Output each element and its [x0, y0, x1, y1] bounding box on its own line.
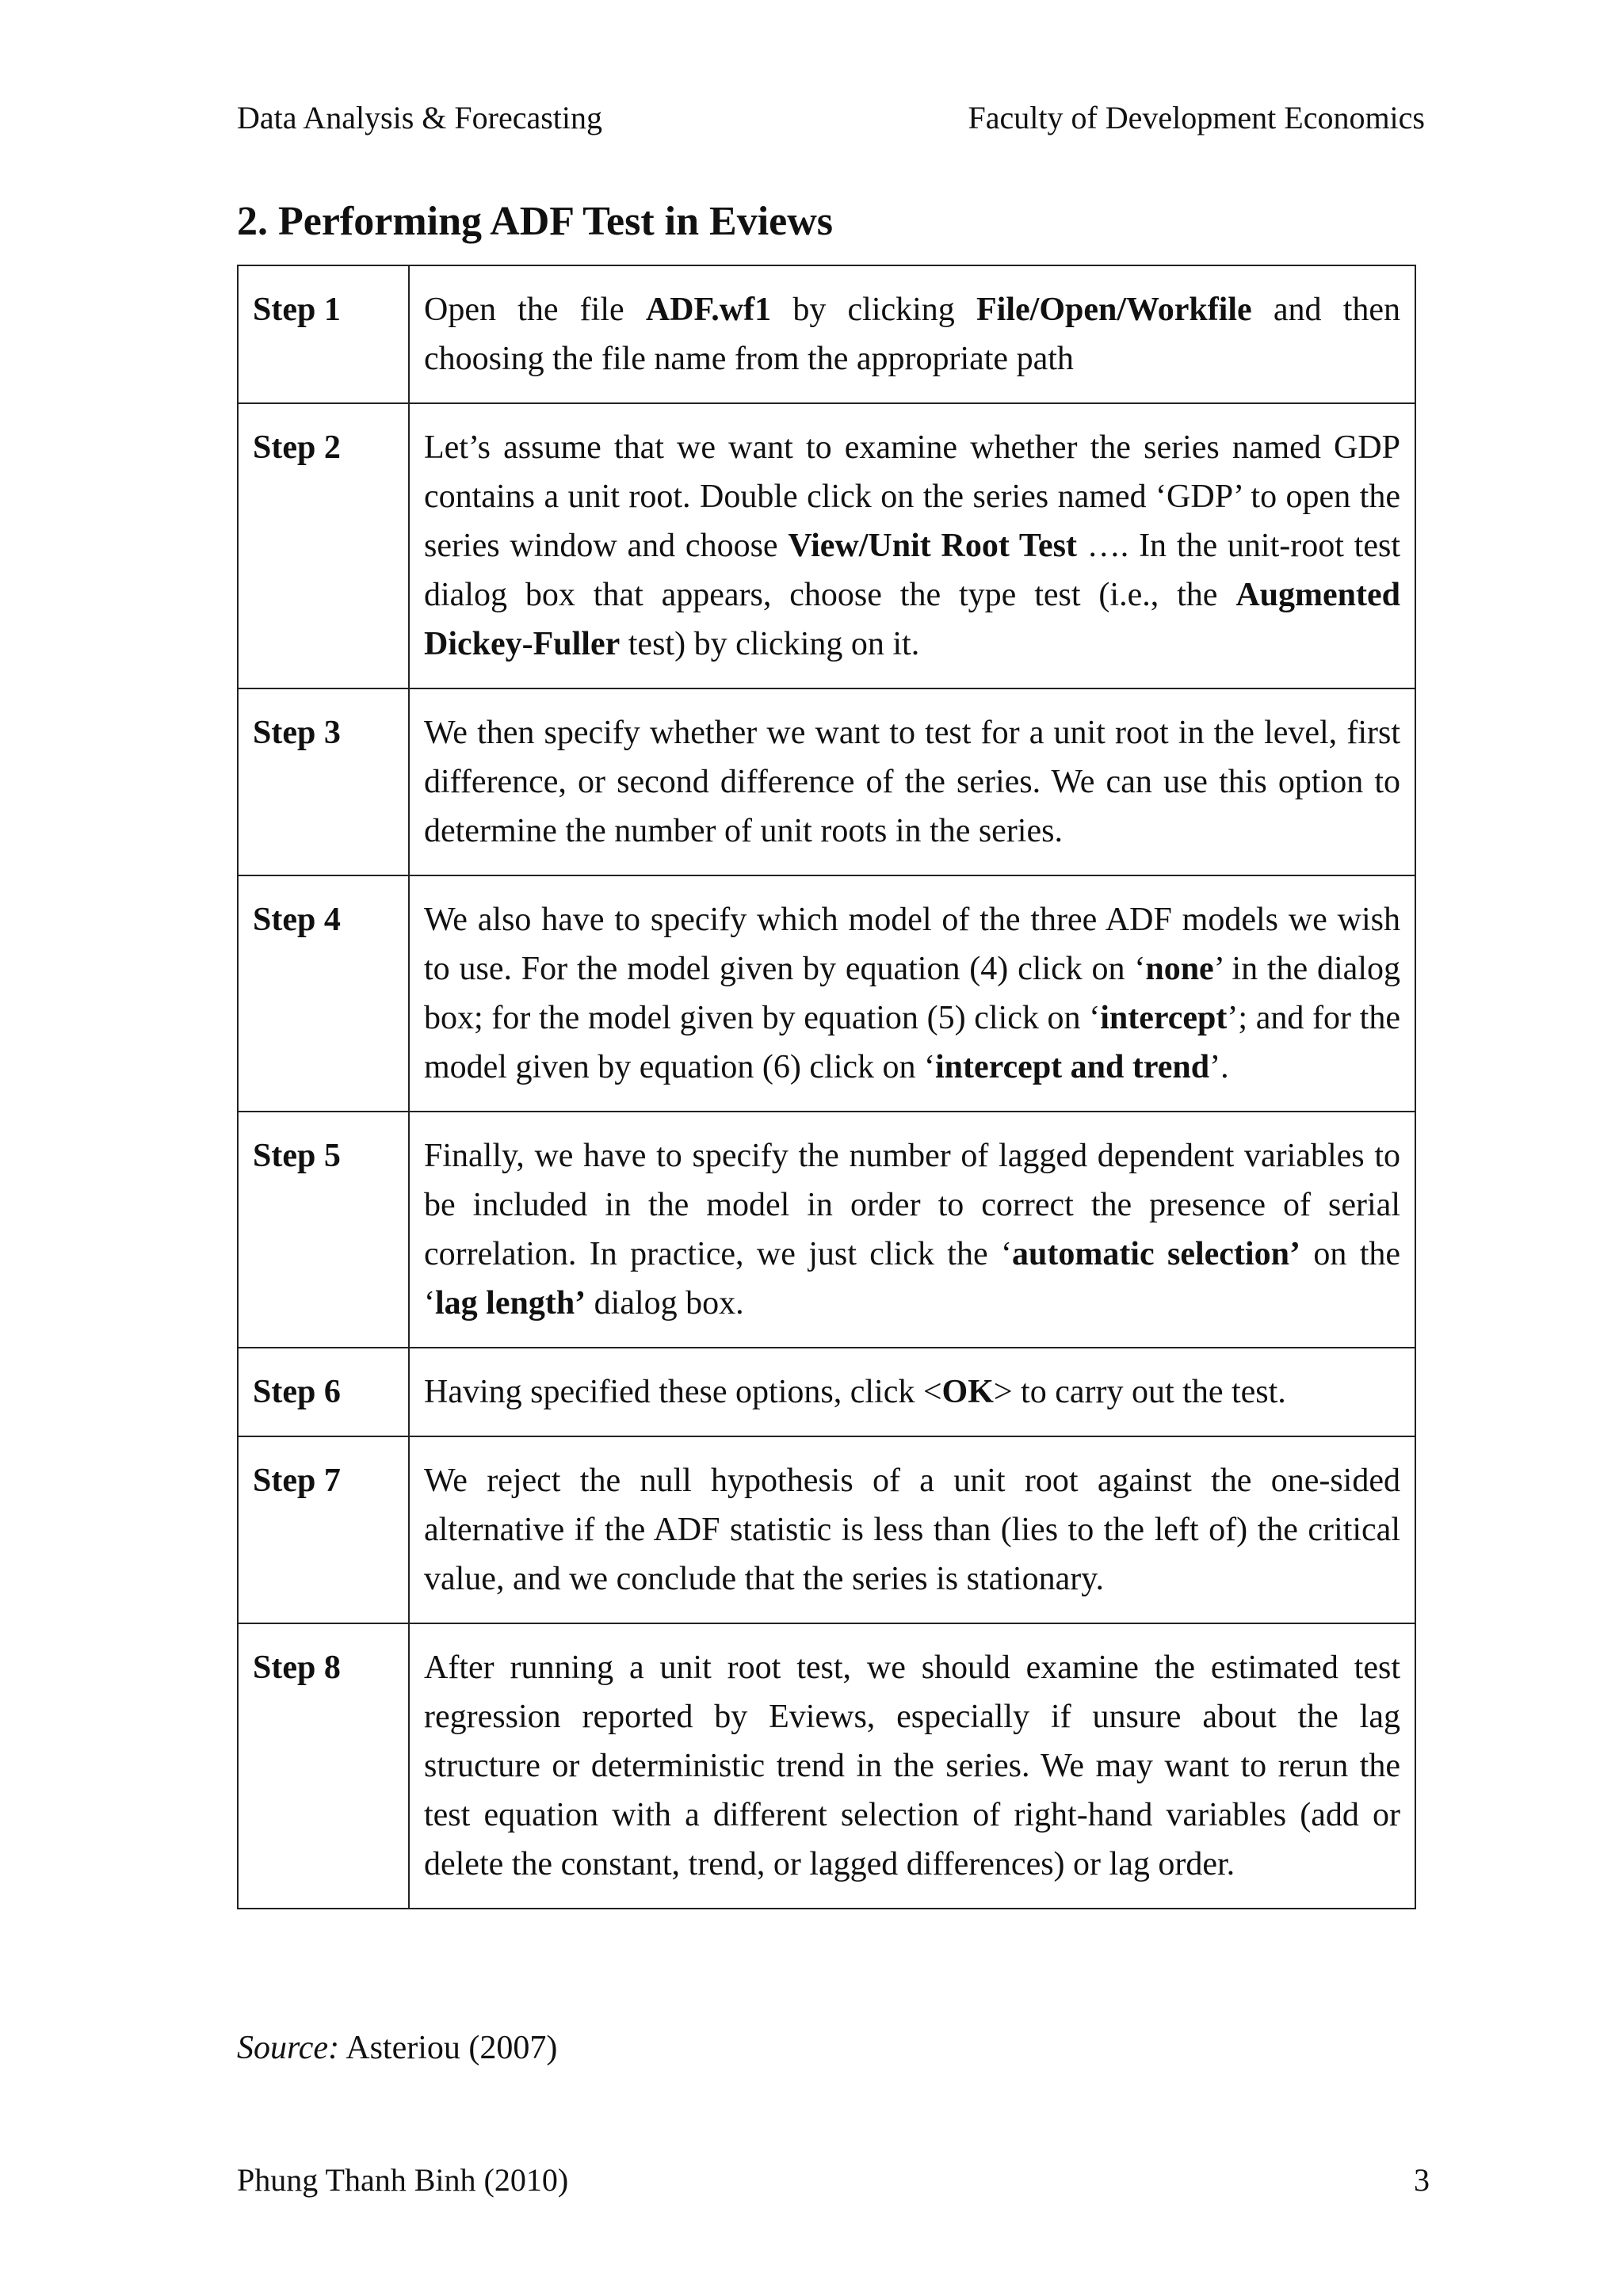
step-description	[409, 265, 1415, 403]
step-text-segment: ’; and for the model given by equation (6) click on ‘	[424, 1000, 1400, 1085]
source-label: Source:	[237, 2030, 340, 2066]
step-description	[409, 875, 1415, 1112]
step-text-segment: Let’s assume that we want to examine whether the series named GDP contains a unit root. Double click on the series named ‘GDP’ to open the series window and choose	[424, 429, 1400, 564]
step-text-segment: Open the file	[424, 292, 646, 328]
step-text-segment: ’ in the dialog box; for the model given by equation (5) click on ‘	[424, 951, 1400, 1036]
step-text-emphasis: automatic selection’	[1011, 1236, 1300, 1272]
step-text-segment: We also have to specify which model of the three ADF models we wish to use. For the model given by equation (4) click on ‘	[424, 902, 1400, 987]
section-title: 2. Performing ADF Test in Eviews	[237, 199, 834, 244]
step-text-emphasis: intercept and trend	[935, 1049, 1210, 1085]
step-text-segment: ’.	[1209, 1049, 1229, 1085]
step-text-emphasis: Augmented Dickey-Fuller	[424, 577, 1400, 662]
step-row	[238, 1436, 1415, 1623]
step-description	[409, 1623, 1415, 1909]
step-row	[238, 875, 1415, 1112]
step-text-segment: Finally, we have to specify the number of lagged dependent variables to be included in the model in order to correct the presence of serial correlation. In practice, we just click the ‘	[424, 1138, 1400, 1272]
step-text-segment: and then choosing the file name from the appropriate path	[424, 292, 1401, 377]
step-description	[409, 1112, 1415, 1348]
step-text-segment: We then specify whether we want to test for a unit root in the level, first difference, or second difference of the series. We can use this option to determine the number of unit roots in the series.	[424, 715, 1400, 849]
page-number: 3	[1414, 2162, 1430, 2198]
step-label: Step 7	[238, 1436, 409, 1623]
step-text-emphasis: lag length’	[435, 1285, 586, 1322]
step-label: Step 5	[238, 1112, 409, 1348]
step-label: Step 6	[238, 1348, 409, 1436]
step-text-segment: on the ‘	[424, 1236, 1400, 1322]
step-description	[409, 1436, 1415, 1623]
step-text-emphasis: OK	[941, 1374, 994, 1410]
step-text-segment: …. In the unit-root test dialog box that appears, choose the type test (i.e., the	[424, 528, 1400, 613]
step-description	[409, 688, 1415, 875]
step-text-emphasis: ADF.wf1	[645, 292, 772, 328]
source-text: Asteriou (2007)	[339, 2030, 558, 2066]
step-row	[238, 1348, 1415, 1436]
step-text-segment: After running a unit root test, we should examine the estimated test regression reported by Eviews, especially if unsure about the lag structure or deterministic trend in the series. We may want to rerun the test equation with a different selection of right-hand variables (add or delete the constant, trend, or lagged differences) or lag order.	[424, 1650, 1400, 1882]
step-row	[238, 688, 1415, 875]
step-text-emphasis: View/Unit Root Test	[788, 528, 1078, 564]
source-citation	[237, 2024, 557, 2072]
step-description	[409, 403, 1415, 688]
step-text-segment: by clicking	[771, 292, 977, 328]
running-header-faculty: Faculty of Development Economics	[968, 100, 1425, 135]
step-row	[238, 1112, 1415, 1348]
step-row	[238, 265, 1415, 403]
step-description	[409, 1348, 1415, 1436]
step-text-segment: dialog box.	[586, 1285, 744, 1322]
step-text-segment: test) by clicking on it.	[620, 626, 920, 662]
step-label: Step 3	[238, 688, 409, 875]
step-text-emphasis: File/Open/Workfile	[976, 292, 1252, 328]
steps-table	[237, 265, 1416, 1909]
step-text-segment: > to carry out the test.	[993, 1374, 1286, 1410]
step-label: Step 8	[238, 1623, 409, 1909]
step-text-segment: We reject the null hypothesis of a unit root against the one-sided alternative if the ADF statistic is less than (lies to the left of) the critical value, and we conclude that the series is stationary.	[424, 1463, 1400, 1597]
footer-author: Phung Thanh Binh (2010)	[237, 2162, 569, 2198]
step-text-emphasis: intercept	[1100, 1000, 1228, 1036]
step-label: Step 2	[238, 403, 409, 688]
step-row	[238, 403, 1415, 688]
running-header-title: Data Analysis & Forecasting	[237, 100, 603, 135]
step-label: Step 4	[238, 875, 409, 1112]
step-row	[238, 1623, 1415, 1909]
step-text-segment: Having specified these options, click <	[424, 1374, 942, 1410]
step-label: Step 1	[238, 265, 409, 403]
steps-table-body	[238, 265, 1415, 1909]
step-text-emphasis: none	[1145, 951, 1214, 987]
